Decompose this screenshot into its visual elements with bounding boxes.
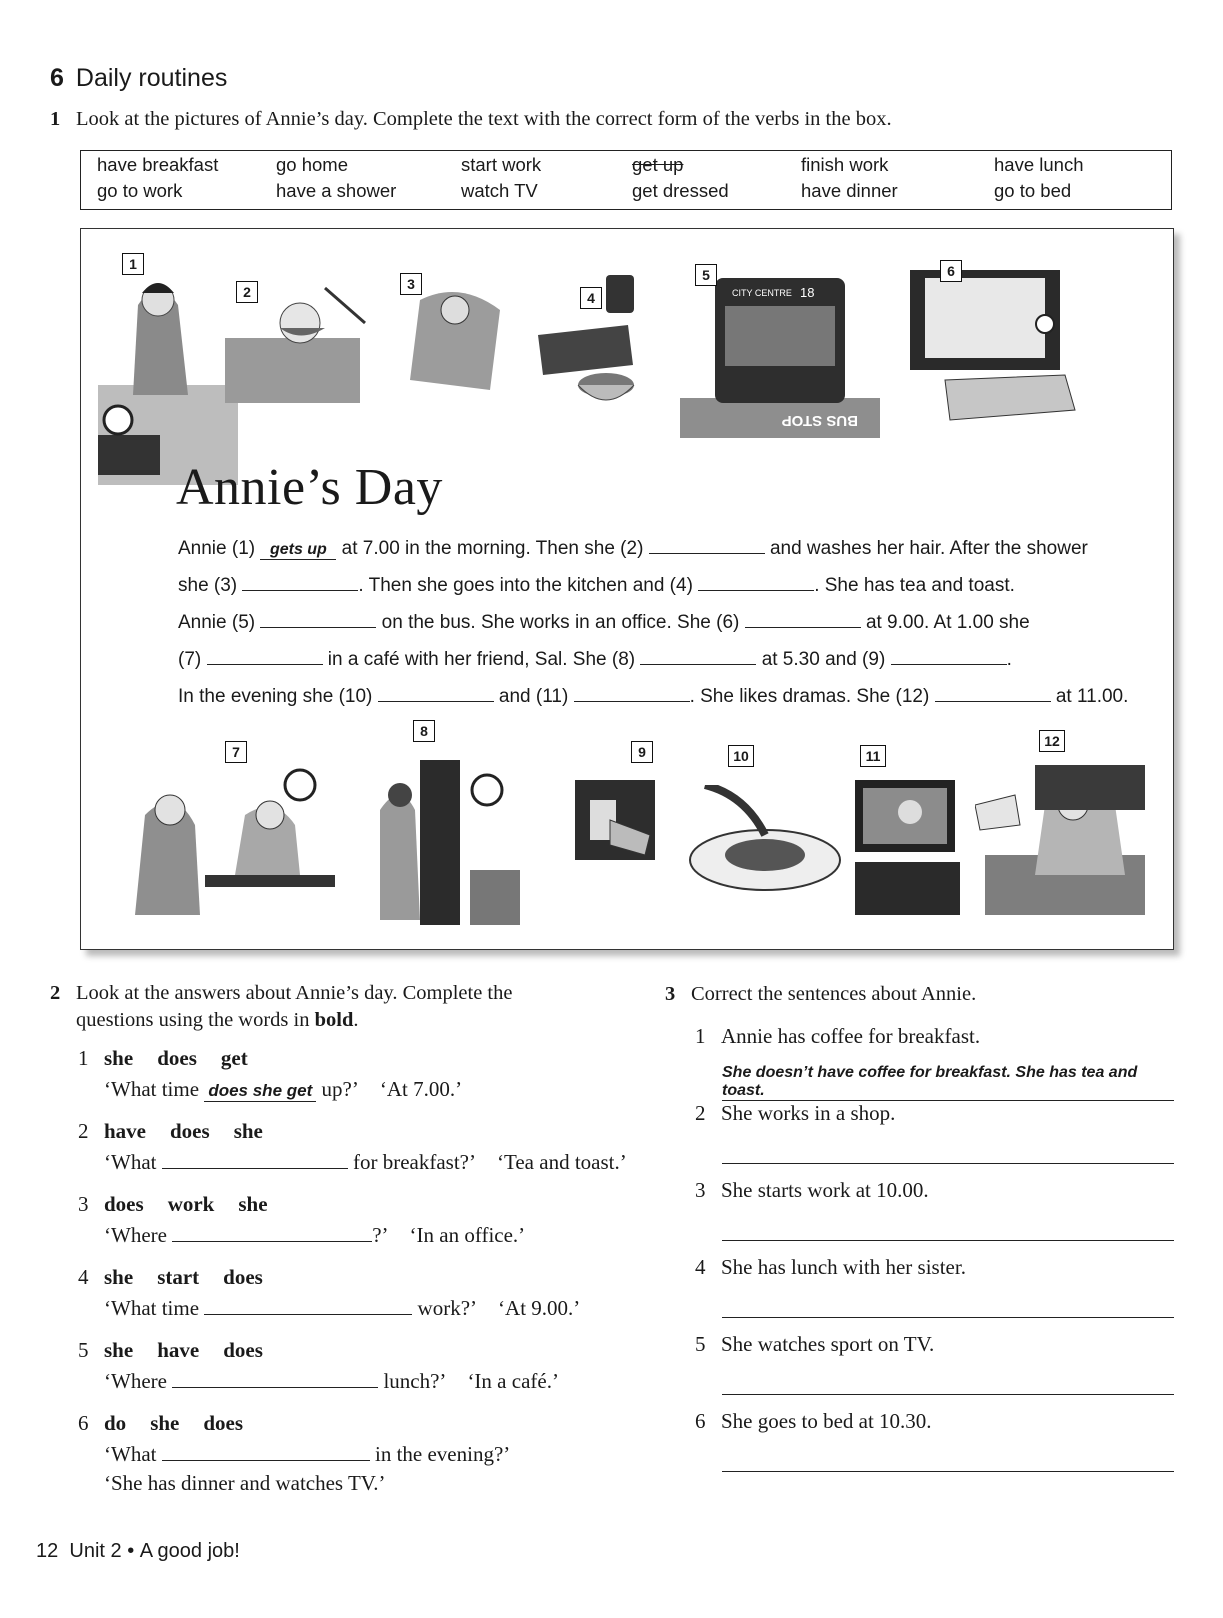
ex2-instruction-text: . [353, 1009, 359, 1031]
reply: ‘Tea and toast.’ [497, 1150, 627, 1174]
ex2-instruction-text: questions using the words in [76, 1009, 310, 1031]
answer-gap[interactable] [172, 1223, 372, 1242]
story-text-segment: (7) [178, 649, 202, 670]
verb-item: go home [276, 154, 348, 175]
example-correction: She doesn’t have coffee for breakfast. She has tea and toast. [722, 1064, 1174, 1101]
story-text-segment: at 7.00 in the morning. Then she (2) [341, 538, 644, 559]
item-number: 3 [695, 1178, 706, 1202]
ex3-instruction [665, 981, 976, 1008]
ex3-item-3 [695, 1178, 929, 1203]
gap-9[interactable] [891, 646, 1007, 665]
question-start: ‘What time [104, 1077, 200, 1101]
ex3-item-1 [695, 1024, 980, 1049]
story-text-segment: . Then she goes into the kitchen and (4) [358, 575, 693, 596]
illustration-getting-dressed [400, 280, 520, 410]
picture-number: 8 [413, 720, 435, 742]
incorrect-sentence: She works in a shop. [721, 1101, 896, 1125]
bold-word: does [170, 1119, 210, 1143]
reply: ‘At 9.00.’ [498, 1296, 581, 1320]
illustration-dinner [685, 785, 845, 895]
picture-number: 2 [236, 281, 258, 303]
ex3-number: 3 [665, 983, 676, 1005]
unit-label: Unit 2 [69, 1540, 122, 1562]
verb-item: watch TV [461, 180, 538, 201]
picture-number: 5 [695, 264, 717, 286]
story-text-segment: and (11) [498, 686, 569, 707]
verb-box [80, 150, 1172, 210]
ex2-item-4 [78, 1265, 580, 1321]
incorrect-sentence: She watches sport on TV. [721, 1332, 935, 1356]
verb-item: have dinner [801, 180, 898, 201]
question-start: ‘What time [104, 1296, 200, 1320]
item-number: 6 [78, 1411, 89, 1435]
item-number: 2 [78, 1119, 89, 1143]
illustration-light-switch [575, 780, 655, 860]
story-text-segment: Annie (1) [178, 538, 256, 559]
bold-word: does [157, 1046, 197, 1070]
item-number: 5 [695, 1332, 706, 1356]
answer-gap[interactable] [204, 1296, 412, 1315]
bold-word: work [167, 1192, 215, 1216]
reply: ‘In a café.’ [467, 1369, 559, 1393]
bus-sign: CITY CENTRE [732, 288, 792, 298]
bold-word: she [150, 1411, 180, 1435]
picture-number: 1 [122, 253, 144, 275]
question-start: ‘Where [104, 1369, 167, 1393]
story-line-3 [178, 609, 1030, 634]
question-end: ?’ [372, 1223, 389, 1247]
gap-5[interactable] [260, 609, 376, 628]
story-text-segment: on the bus. She works in an office. She (6) [381, 612, 740, 633]
story-text-segment: in a café with her friend, Sal. She (8) [327, 649, 636, 670]
illustration-bus [680, 278, 880, 438]
story-text-segment: . She likes dramas. She (12) [689, 686, 930, 707]
section-number: 6 [50, 64, 64, 92]
ex1-number: 1 [50, 108, 61, 130]
bold-word: she [104, 1046, 134, 1070]
bold-word: does [223, 1265, 263, 1289]
question-start: ‘What [104, 1442, 157, 1466]
ex2-instruction-text: Look at the answers about Annie’s day. Complete the [76, 982, 513, 1004]
story-text-segment: she (3) [178, 575, 238, 596]
bold-word: do [104, 1411, 127, 1435]
item-number: 1 [695, 1024, 706, 1048]
ex3-item-6 [695, 1409, 932, 1434]
verb-item: start work [461, 154, 542, 175]
question-end: lunch?’ [383, 1369, 447, 1393]
story-line-1 [178, 535, 1088, 560]
verb-item: go to work [97, 180, 183, 201]
ex3-instruction-text: Correct the sentences about Annie. [691, 983, 977, 1005]
illustration-office-computer [905, 270, 1100, 430]
ex3-item-2 [695, 1101, 895, 1126]
item-number: 2 [695, 1101, 706, 1125]
bold-word: she [238, 1192, 268, 1216]
ex2-item-3 [78, 1192, 525, 1248]
story-text-segment: In the evening she (10) [178, 686, 373, 707]
answer-line[interactable] [722, 1240, 1174, 1241]
verb-item: finish work [801, 154, 889, 175]
gap-2[interactable] [649, 535, 765, 554]
reply: ‘In an office.’ [409, 1223, 526, 1247]
picture-number: 3 [400, 273, 422, 295]
bold-word: have [104, 1119, 146, 1143]
reply: ‘At 7.00.’ [379, 1077, 463, 1101]
picture-number: 4 [580, 287, 602, 309]
section-title-text: Daily routines [75, 64, 228, 92]
verb-item: go to bed [994, 180, 1072, 201]
verb-item: have breakfast [97, 154, 219, 175]
ex2-instruction [50, 980, 512, 1034]
question-end: in the evening?’ [374, 1442, 511, 1466]
gap-11[interactable] [574, 683, 690, 702]
picture-number: 6 [940, 260, 962, 282]
ex2-item-2 [78, 1119, 627, 1175]
gap-6[interactable] [745, 609, 861, 628]
bold-word: start [157, 1265, 200, 1289]
page-number: 12 [36, 1540, 59, 1562]
bold-word: she [233, 1119, 263, 1143]
answer-gap[interactable] [162, 1150, 348, 1169]
picture-number: 7 [225, 741, 247, 763]
incorrect-sentence: She goes to bed at 10.30. [721, 1409, 932, 1433]
bus-stop-road-text: BUS STOP [781, 412, 858, 429]
question-start: ‘Where [104, 1223, 167, 1247]
bold-word: she [104, 1338, 134, 1362]
ex2-item-6 [78, 1411, 510, 1496]
unit-title: A good job! [139, 1540, 240, 1562]
bold-word: does [104, 1192, 144, 1216]
verb-item: have a shower [276, 180, 397, 201]
question-start: ‘What [104, 1150, 157, 1174]
gap-3[interactable] [242, 572, 358, 591]
item-number: 5 [78, 1338, 89, 1362]
verb-item: get dressed [632, 180, 729, 201]
item-number: 3 [78, 1192, 89, 1216]
gap-1-example-answer: gets up [260, 541, 336, 560]
illustration-waking-up [98, 265, 238, 485]
illustration-going-home [370, 750, 520, 925]
gap-7[interactable] [207, 646, 323, 665]
bold-word: does [223, 1338, 263, 1362]
bold-word: have [157, 1338, 200, 1362]
gap-4[interactable] [698, 572, 814, 591]
story-text-segment: and washes her hair. After the shower [769, 538, 1088, 559]
ex2-number: 2 [50, 982, 61, 1004]
answer-line[interactable] [722, 1394, 1174, 1395]
ex3-item-4 [695, 1255, 966, 1280]
verb-item: have lunch [994, 154, 1084, 175]
gap-12[interactable] [935, 683, 1051, 702]
picture-number: 10 [728, 745, 754, 767]
story-text-segment: at 5.30 and (9) [761, 649, 886, 670]
incorrect-sentence: She starts work at 10.00. [721, 1178, 929, 1202]
story-title: Annie’s Day [176, 459, 443, 516]
gap-8[interactable] [640, 646, 756, 665]
story-text-segment: . She has tea and toast. [814, 575, 1015, 596]
answer-gap[interactable] [162, 1442, 370, 1461]
story-text-segment: . [1006, 649, 1012, 670]
page-footer [36, 1540, 240, 1563]
picture-number: 12 [1039, 730, 1065, 752]
verb-item-crossed: get up [632, 154, 684, 175]
ex2-item-1 [78, 1046, 462, 1102]
incorrect-sentence: Annie has coffee for breakfast. [721, 1024, 981, 1048]
ex2-item-5 [78, 1338, 559, 1394]
bold-word: she [104, 1265, 134, 1289]
story-line-4 [178, 646, 1012, 671]
bus-number: 18 [800, 285, 815, 300]
question-end: up?’ [321, 1077, 359, 1101]
illustration-going-to-bed [975, 765, 1145, 915]
question-end: for breakfast?’ [352, 1150, 476, 1174]
answer-line[interactable] [722, 1317, 1174, 1318]
ex1-instruction [50, 106, 892, 133]
bold-word: does [203, 1411, 244, 1435]
ex2-instruction-bold: bold [314, 1009, 354, 1031]
ex3-item-5 [695, 1332, 934, 1357]
bold-word: get [220, 1046, 248, 1070]
item-number: 4 [78, 1265, 89, 1289]
gap-10[interactable] [378, 683, 494, 702]
answer-line[interactable] [722, 1471, 1174, 1472]
illustration-lunch-cafe [105, 765, 340, 925]
reply: ‘She has dinner and watches TV.’ [104, 1471, 386, 1495]
question-end: work?’ [417, 1296, 478, 1320]
story-text-segment: at 11.00. [1055, 686, 1129, 707]
item-number: 6 [695, 1409, 706, 1433]
footer-bullet: • [127, 1540, 135, 1562]
picture-number: 9 [631, 741, 653, 763]
story-line-5 [178, 683, 1128, 708]
story-line-2 [178, 572, 1015, 597]
section-title [50, 64, 227, 93]
ex1-instruction-text: Look at the pictures of Annie’s day. Complete the text with the correct form of the verbs in the box. [76, 108, 892, 130]
incorrect-sentence: She has lunch with her sister. [721, 1255, 966, 1279]
story-text-segment: at 9.00. At 1.00 she [865, 612, 1030, 633]
answer-line[interactable] [722, 1163, 1174, 1164]
item-number: 1 [78, 1046, 89, 1070]
picture-number: 11 [860, 745, 886, 767]
answer-gap[interactable] [172, 1369, 378, 1388]
illustration-tv [855, 780, 960, 915]
example-answer: does she get [204, 1081, 316, 1102]
story-text-segment: Annie (5) [178, 612, 256, 633]
item-number: 4 [695, 1255, 706, 1279]
